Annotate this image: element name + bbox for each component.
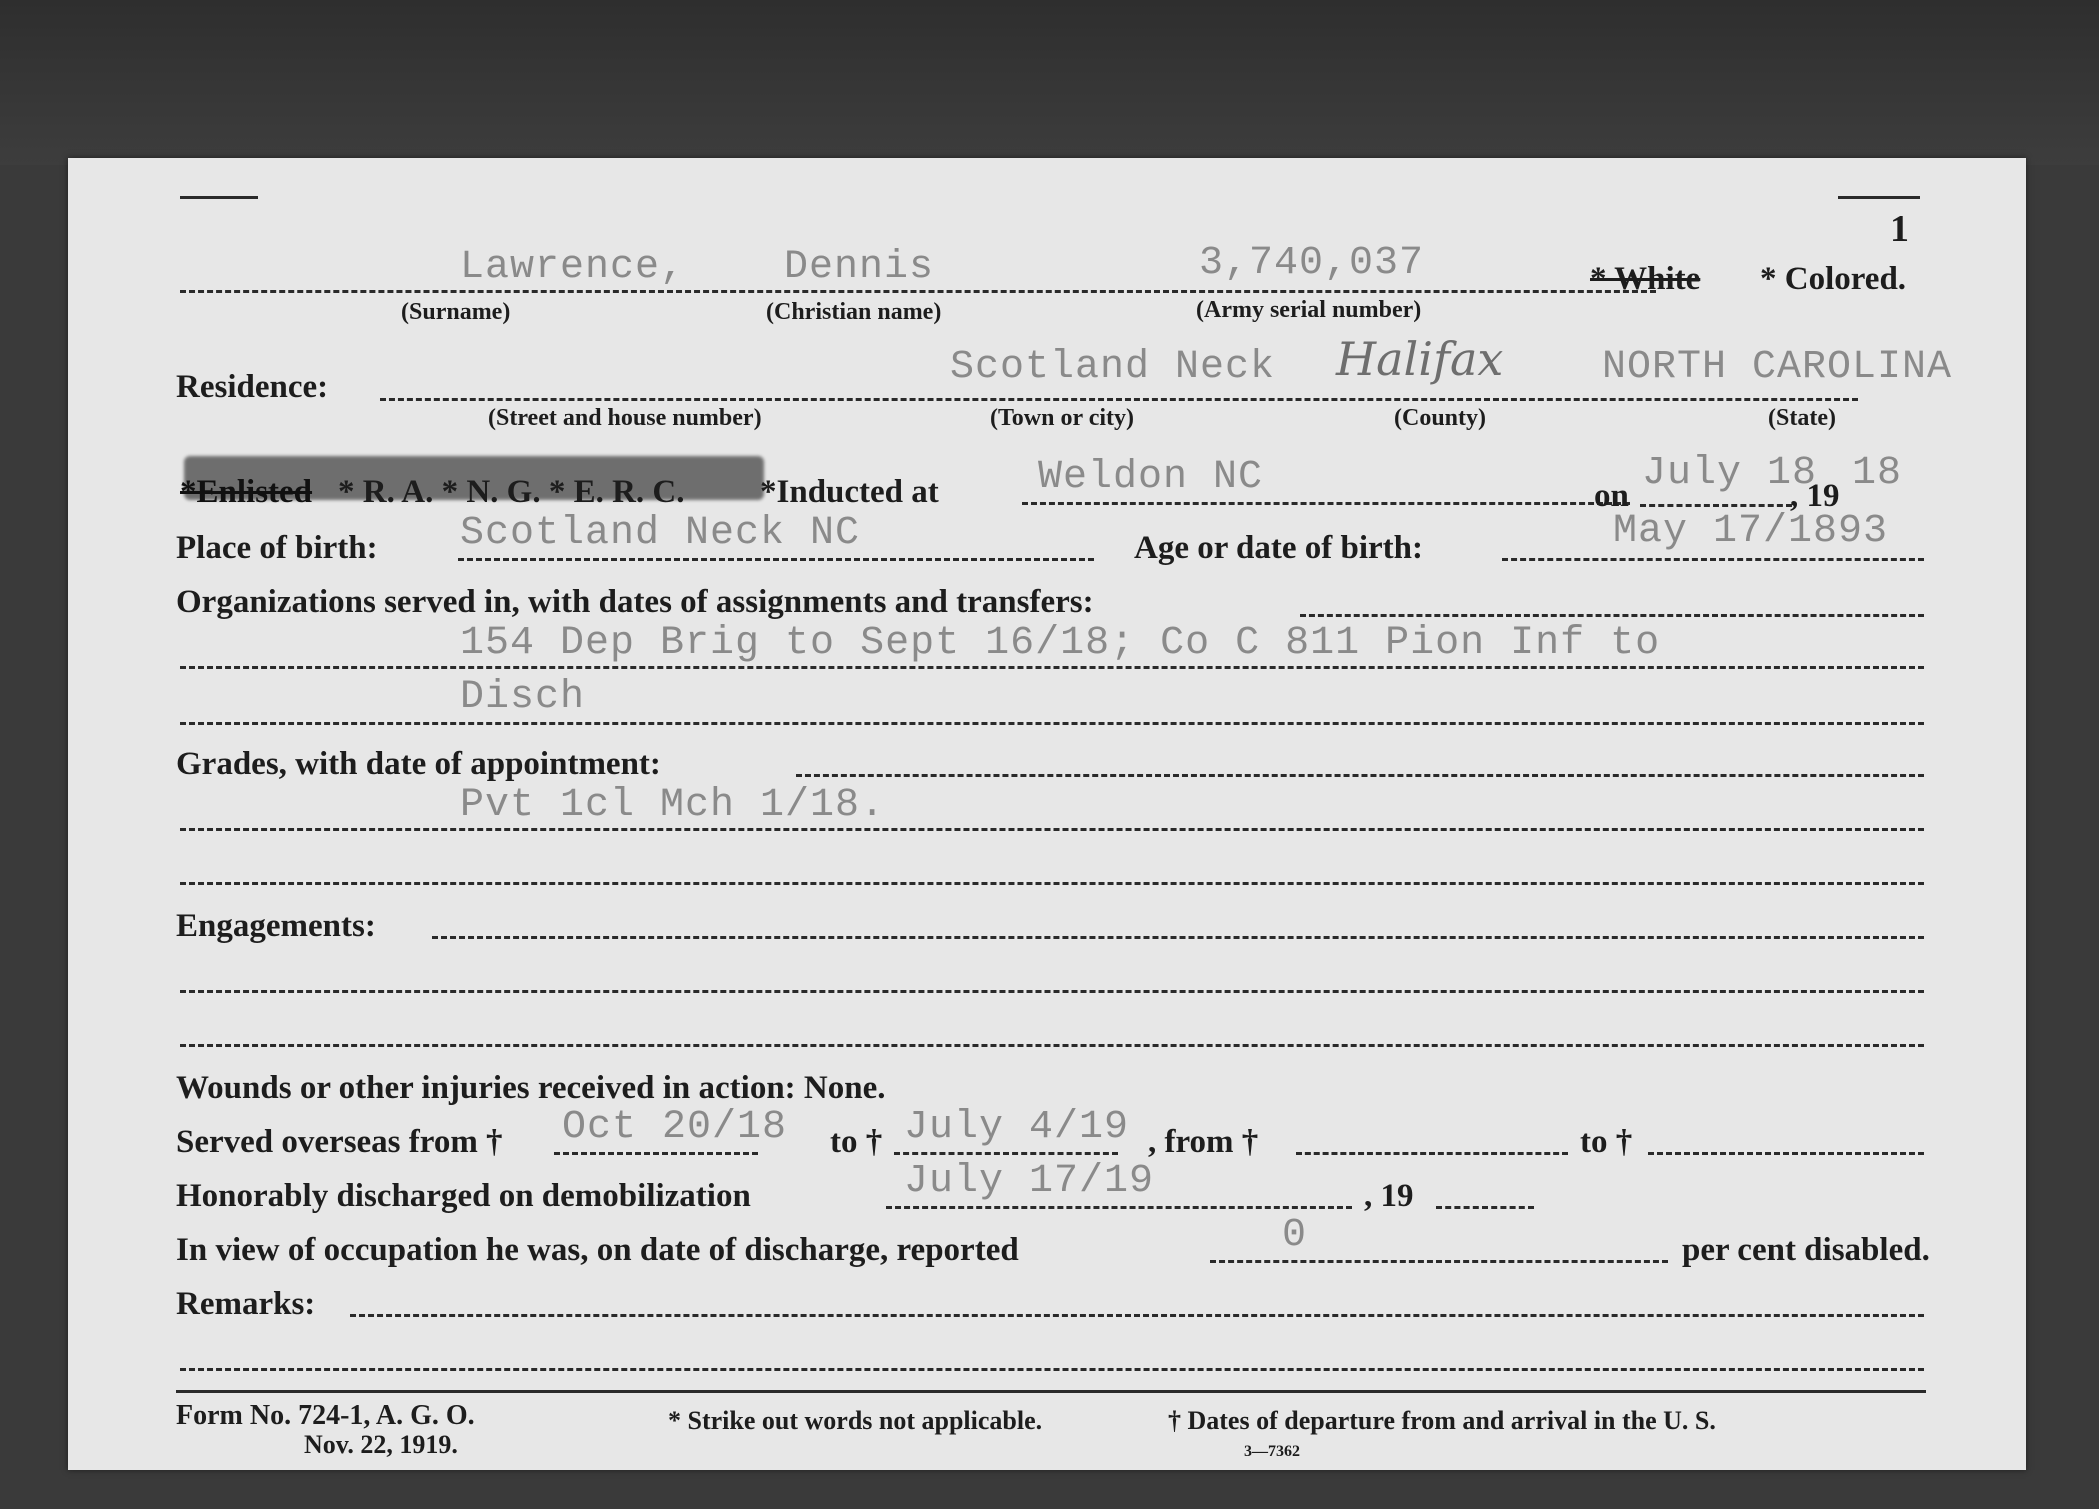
- induction-date-value: July 18: [1642, 451, 1818, 496]
- organizations-label: Organizations served in, with dates of assignments and transfers:: [176, 584, 1094, 620]
- remarks-line-0: [350, 1314, 1924, 1317]
- surname-label: (Surname): [401, 299, 511, 325]
- induction-year-prefix: , 19: [1790, 478, 1840, 514]
- induction-date-line: [1640, 504, 1792, 507]
- age-label: Age or date of birth:: [1134, 530, 1424, 566]
- residence-town-value: Scotland Neck: [950, 345, 1276, 390]
- wounds-label: Wounds or other injuries received in action: None.: [176, 1070, 886, 1106]
- overseas-to2-line: [1648, 1152, 1924, 1155]
- organizations-line-2: [180, 722, 1924, 725]
- discharge-date-value: July 17/19: [904, 1159, 1155, 1204]
- grades-line-0: [796, 774, 1924, 777]
- overseas-to-line: [894, 1152, 1118, 1155]
- disability-suffix: per cent disabled.: [1682, 1232, 1930, 1268]
- grades-line-1: [180, 828, 1924, 831]
- discharge-line: [886, 1206, 1352, 1209]
- induction-year-value: 18: [1852, 451, 1903, 496]
- inducted-line: [1022, 502, 1630, 505]
- age-line: [1502, 558, 1924, 561]
- discharge-year-line: [1436, 1206, 1534, 1209]
- page-number: 1: [1890, 208, 1909, 250]
- christian-name-value: Dennis: [784, 245, 935, 290]
- organizations-value-2: Disch: [460, 675, 586, 720]
- serial-number-label: (Army serial number): [1196, 297, 1422, 323]
- residence-label: Residence:: [176, 369, 329, 405]
- birth-place-value: Scotland Neck NC: [460, 511, 861, 556]
- state-label: (State): [1768, 405, 1836, 431]
- engagements-line-2: [180, 1044, 1924, 1047]
- top-left-rule: [180, 196, 258, 199]
- on-label: on: [1594, 478, 1629, 514]
- name-line: [180, 290, 1656, 293]
- engagements-line-0: [432, 936, 1924, 939]
- grades-line-2: [180, 882, 1924, 885]
- surname-value: Lawrence,: [460, 245, 686, 290]
- engagements-line-1: [180, 990, 1924, 993]
- bottom-rule: [176, 1390, 1926, 1393]
- remarks-line-1: [180, 1368, 1924, 1371]
- inducted-label: *Inducted at: [760, 474, 939, 510]
- strike-note: * Strike out words not applicable.: [668, 1406, 1043, 1435]
- residence-line: [380, 398, 1858, 401]
- service-record-card: [68, 158, 2026, 1470]
- county-label: (County): [1394, 405, 1487, 431]
- disability-value: 0: [1282, 1213, 1308, 1258]
- printer-code: 3—7362: [1244, 1443, 1300, 1460]
- organizations-line-0: [1300, 614, 1924, 617]
- enlisted-label-struck: *Enlisted: [180, 474, 313, 510]
- organizations-value-1: 154 Dep Brig to Sept 16/18; Co C 811 Pion Inf to: [460, 621, 1661, 666]
- form-number: Form No. 724-1, A. G. O.: [176, 1400, 475, 1431]
- overseas-label: Served overseas from †: [176, 1124, 503, 1160]
- discharge-year-label: , 19: [1364, 1178, 1414, 1214]
- disability-line: [1210, 1260, 1668, 1263]
- birth-place-line: [458, 558, 1094, 561]
- overseas-to-value: July 4/19: [904, 1105, 1130, 1150]
- overseas-to-label: to †: [830, 1124, 883, 1160]
- top-right-rule: [1838, 196, 1920, 199]
- residence-state-value: NORTH CAROLINA: [1602, 345, 1953, 390]
- dates-note: † Dates of departure from and arrival in the U. S.: [1168, 1406, 1716, 1435]
- birth-date-value: May 17/1893: [1613, 509, 1889, 554]
- birth-place-label: Place of birth:: [176, 530, 378, 566]
- disability-label: In view of occupation he was, on date of discharge, reported: [176, 1232, 1019, 1268]
- street-label: (Street and house number): [488, 405, 762, 431]
- overseas-to2-label: to †: [1580, 1124, 1633, 1160]
- organizations-line-1: [180, 666, 1924, 669]
- race-colored: * Colored.: [1760, 261, 1907, 297]
- engagements-label: Engagements:: [176, 908, 376, 944]
- overseas-from-line: [554, 1152, 758, 1155]
- town-label: (Town or city): [990, 405, 1134, 431]
- overseas-from2-line: [1296, 1152, 1568, 1155]
- inducted-place-value: Weldon NC: [1038, 455, 1264, 500]
- branches-label: * R. A. * N. G. * E. R. C.: [338, 474, 685, 510]
- discharge-label: Honorably discharged on demobilization: [176, 1178, 751, 1214]
- serial-number-value: 3,740,037: [1199, 241, 1425, 286]
- overseas-from2-label: , from †: [1148, 1124, 1259, 1160]
- remarks-label: Remarks:: [176, 1286, 316, 1322]
- form-date: Nov. 22, 1919.: [304, 1430, 458, 1459]
- background: [0, 0, 2099, 165]
- grades-label: Grades, with date of appointment:: [176, 746, 661, 782]
- grades-value-1: Pvt 1cl Mch 1/18.: [460, 783, 886, 828]
- residence-county-value: Halifax: [1336, 332, 1504, 386]
- christian-name-label: (Christian name): [766, 299, 942, 325]
- overseas-from-value: Oct 20/18: [562, 1105, 788, 1150]
- race-white-struck: * White: [1590, 261, 1701, 297]
